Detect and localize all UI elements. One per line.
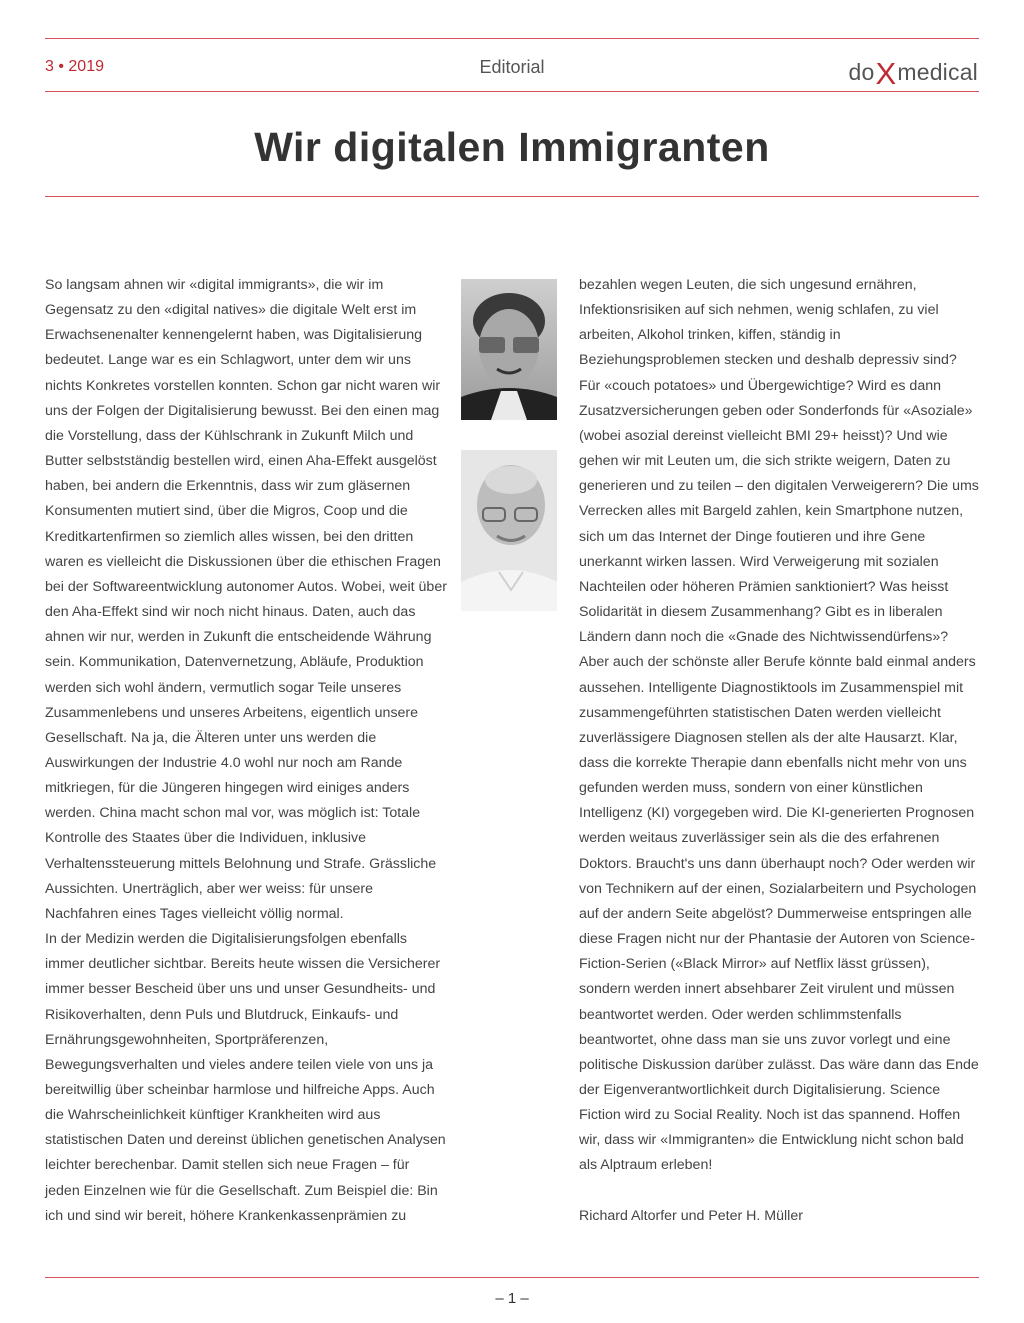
paragraph: bezahlen wegen Leuten, die sich ungesund ernähren, Infektionsrisiken auf sich nehmen, wenig schlafen, zu viel arbeiten, Alkohol trinken, kiffen, ständig in Beziehungsproblemen stecken und deshalb depressiv sind? Für «couch potatoes» und Übergewichtige? Wird es dann Zusatzversicherungen geben oder Sonderfonds für «Asoziale» (wobei asozial dereinst vielleicht BMI 29+ heisst)? Und wie gehen wir mit Leuten um, die sich strikte weigern, Daten zu generieren und zu teilen – den digitalen Verweigerern? Die ums Verrecken alles mit Bargeld zahlen, kein Smartphone nutzen, sich um das Internet der Dinge foutieren und ihre Gene unerkannt wirken lassen. Wird Verweigerung mit sozialen Nachteilen oder höheren Prämien sanktioniert? Was heisst Solidarität in diesem Zusammenhang? Gibt es in liberalen Ländern dann noch die «Gnade des Nichtwissendürfens»? — [579, 277, 979, 646]
article-column-right — [579, 273, 981, 1229]
footer-rule — [45, 1277, 979, 1278]
header-bottom-rule — [45, 91, 979, 92]
author-portrait-2 — [461, 450, 557, 611]
logo-text-left: do — [848, 59, 875, 85]
paragraph: So langsam ahnen wir «digital immigrants», die wir im Gegensatz zu den «digital natives» die digitale Welt erst im Erwachsenenalter kennengelernt haben, was Digitalisierung bedeutet. Lange war es ein Schlagwort, unter dem wir uns nichts Konkretes vorstellen konnten. Schon gar nicht waren wir uns der Folgen der Digitalisierung bewusst. Bei den einen mag die Vorstellung, dass der Kühlschrank in Zukunft Milch und Butter selbstständig bestellen wird, einen Aha-Effekt ausgelöst haben, bei andern die Erkenntnis, dass wir zum gläsernen Konsumenten mutiert sind, über die Migros, Coop und die Kreditkartenfirmen so ziemlich alles wissen, bei den dritten waren es vielleicht die Diskussionen über die ethischen Fragen bei der Softwareentwicklung autonomer Autos. Wobei, weit über den Aha-Effekt sind wir noch nicht hinaus. Daten, auch das ahnen wir nur, werden in Zukunft die entscheidende Währung sein. Kommunikation, Datenvernetzung, Abläufe, Produktion werden sich wohl ändern, vermutlich sogar Teile unseres Zusammenlebens und unseres Arbeitens, eigentlich unsere Gesellschaft. Na ja, die Älteren unter uns werden die Auswirkungen der Industrie 4.0 wohl nur noch am Rande mitkriegen, für die Jüngeren hingegen wird einiges anders werden. China macht schon mal vor, was möglich ist: Totale Kontrolle des Staates über die Individuen, inklusive Verhaltenssteuerung mittels Belohnung und Strafe. Grässliche Aussichten. Unerträglich, aber wer weiss: für unsere Nachfahren eines Tages vielleicht völlig normal. — [45, 277, 447, 922]
logo-x-mark: X — [875, 56, 897, 91]
doxmedical-logo — [848, 52, 978, 91]
title-rule — [45, 196, 979, 197]
page-title: Wir digitalen Immigranten — [254, 124, 770, 170]
logo-text-right: medical — [897, 59, 978, 85]
header-top-rule — [45, 38, 979, 39]
portrait-photo-icon — [461, 279, 557, 420]
paragraph: Aber auch der schönste aller Berufe könnte bald einmal anders aussehen. Intelligente Diagnostiktools im Zusammenspiel mit zusammengeführten statistischen Daten werden vielleicht zuverlässigere Diagnosen stellen als der alte Hausarzt. Klar, dass die korrekte Therapie dann ebenfalls nicht mehr von uns gefunden werden muss, sondern von einer künstlichen Intelligenz (KI) vorgegeben wird. Die KI-generierten Prognosen werden weitaus zuverlässiger sein als die des erfahrenen Doktors. Braucht's uns dann überhaupt noch? Oder werden wir von Technikern auf der einen, Sozialarbeitern und Psychologen auf der andern Seite abgelöst? Dummerweise entspringen alle diese Fragen nicht nur der Phantasie der Autoren von Science-Fiction-Serien («Black Mirror» auf Netflix lässt grüssen), sondern werden innert absehbarer Zeit virulent und müssen beantwortet werden. Oder werden schlimmstenfalls beantwortet, ohne dass man sie uns zuvor vorlegt und eine politische Diskussion darüber zulässt. Das wäre dann das Ende der Eigenverantwortlichkeit durch Digitalisierung. Science Fiction wird zu Social Reality. Noch ist das spannend. Hoffen wir, dass wir «Immigranten» die Entwicklung nicht schon bald als Alptraum erleben! — [579, 654, 979, 1174]
article-column-left — [45, 273, 447, 1229]
portrait-photo-icon — [461, 450, 557, 611]
author-portrait-1 — [461, 279, 557, 420]
author-signature: Richard Altorfer und Peter H. Müller — [579, 1207, 803, 1224]
page-number: – 1 – — [495, 1290, 529, 1307]
paragraph: In der Medizin werden die Digitalisierungsfolgen ebenfalls immer deutlicher sichtbar. Bereits heute wissen die Versicherer immer besser Bescheid über uns und unser Gesundheits- und Risikoverhalten, denn Puls und Blutdruck, Einkaufs- und Ernährungsgewohnheiten, Sportpräferenzen, Bewegungsverhalten und vieles andere teilen viele von uns ja bereitwillig über scheinbar harmlose und hilfreiche Apps. Auch die Wahrscheinlichkeit künftiger Krankheiten wird aus statistischen Daten und dereinst üblichen genetischen Analysen leichter berechenbar. Damit stellen sich neue Fragen – für jeden Einzelnen wie für die Gesellschaft. Zum Beispiel die: Bin ich und sind wir bereit, höhere Krankenkassenprämien zu — [45, 931, 446, 1224]
issue-number: 3 • 2019 — [45, 58, 104, 75]
section-label: Editorial — [479, 57, 545, 77]
